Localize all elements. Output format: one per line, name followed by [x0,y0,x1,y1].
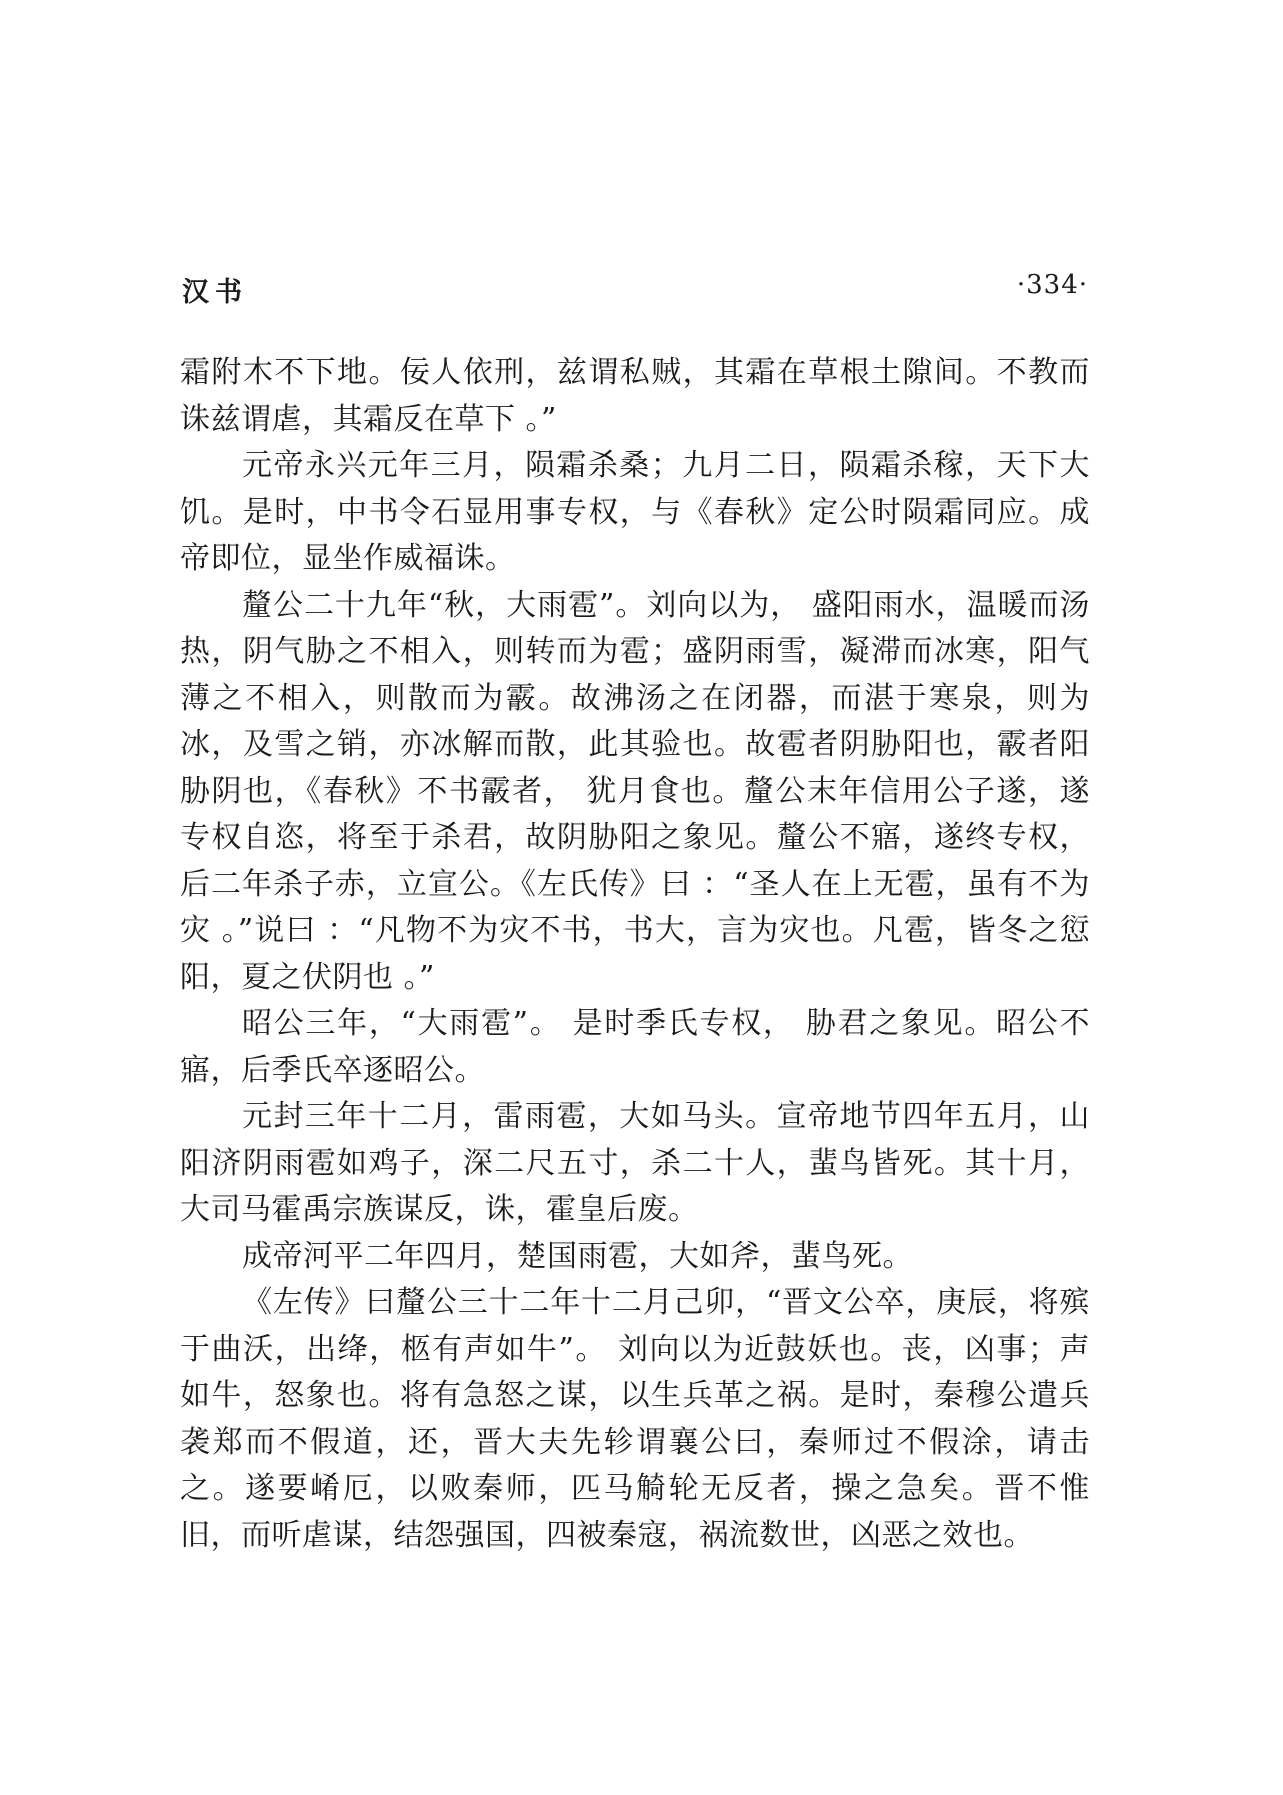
running-header [182,270,1088,310]
paragraph: 《左传》曰釐公三十二年十二月己卯，“晋文公卒，庚辰，将殡于曲沃，出绛，柩有声如牛”。 刘向以为近鼓妖也。丧，凶事；声如牛，怒象也。将有急怒之谋，以生兵革之祸。是时，秦穆公遣兵袭郑而不假道，还，晋大夫先轸谓襄公曰，秦师过不假涂，请击之。遂要崤厄，以败秦师，匹马觭轮无反者，操之急矣。晋不惟旧，而听虐谋，结怨强国，四被秦寇，祸流数世，凶恶之效也。 [180,1285,1090,1553]
paragraph: 元帝永兴元年三月，陨霜杀桑；九月二日，陨霜杀稼，天下大饥。是时，中书令石显用事专权，与《春秋》定公时陨霜同应。成帝即位，显坐作威福诛。 [180,448,1090,576]
paragraph: 元封三年十二月，雷雨雹，大如马头。宣帝地节四年五月，山阳济阴雨雹如鸡子，深二尺五寸，杀二十人，蜚鸟皆死。其十月，大司马霍禹宗族谋反，诛，霍皇后废。 [180,1099,1090,1227]
book-title: 汉书 [182,277,248,308]
body-text [180,350,1090,1559]
page-number: ·334· [1016,270,1088,300]
paragraph: 昭公三年，“大雨雹”。 是时季氏专权， 胁君之象见。昭公不寤，后季氏卒逐昭公。 [180,1006,1090,1088]
paragraph: 成帝河平二年四月，楚国雨雹，大如斧，蜚鸟死。 [242,1238,913,1274]
paragraph-continued: 霜附木不下地。佞人依刑，兹谓私贼，其霜在草根土隙间。不教而诛兹谓虐，其霜反在草下 。” [180,355,1090,437]
paragraph: 釐公二十九年“秋，大雨雹”。刘向以为， 盛阳雨水，温暖而汤热，阴气胁之不相入，则转而为雹；盛阴雨雪，凝滞而冰寒，阳气薄之不相入，则散而为霰。故沸汤之在闭器，而湛于寒泉，则为冰，及雪之销，亦冰解而散，此其验也。故雹者阴胁阳也，霰者阳胁阴也，《春秋》不书霰者， 犹月食也。釐公末年信用公子遂，遂专权自恣，将至于杀君，故阴胁阳之象见。釐公不寤，遂终专权，后二年杀子赤，立宣公。《左氏传》曰 ：“圣人在上无雹，虽有不为灾 。”说曰 ：“凡物不为灾不书，书大，言为灾也。凡雹，皆冬之愆阳，夏之伏阴也 。” [180,587,1090,995]
